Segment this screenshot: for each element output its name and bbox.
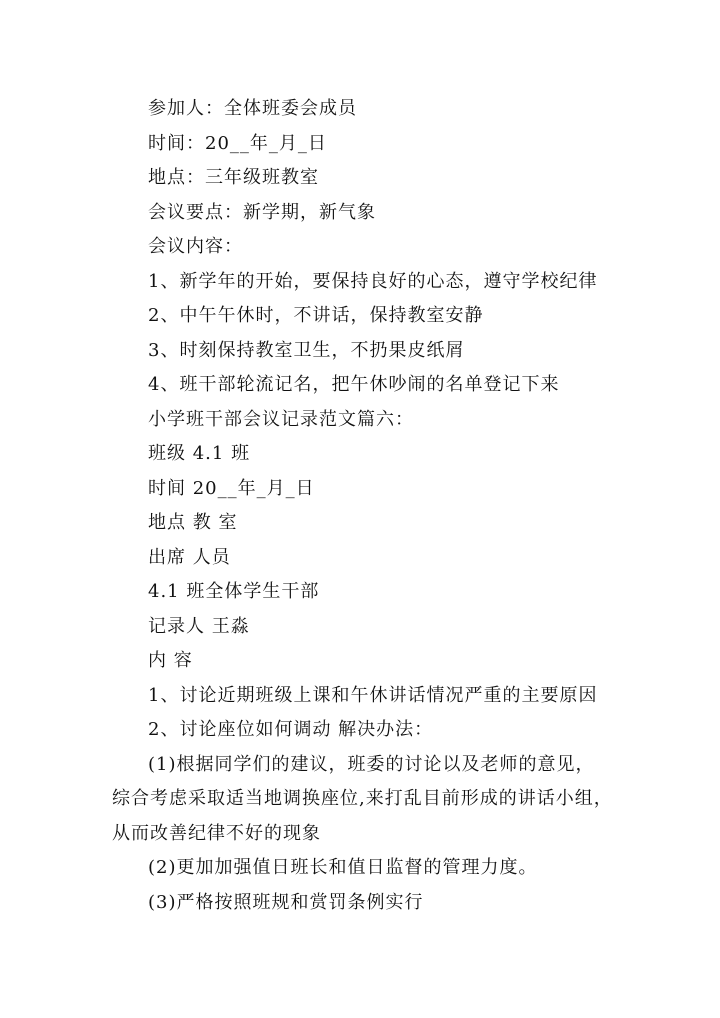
content-item-2: 2、中午午休时，不讲话，保持教室安静 xyxy=(148,305,484,326)
attendance-value: 4.1 班全体学生干部 xyxy=(148,581,320,602)
discussion-item-1: 1、讨论近期班级上课和午休讲话情况严重的主要原因 xyxy=(148,684,598,706)
section-title-6: 小学班干部会议记录范文篇六： xyxy=(148,408,414,430)
meeting-key-points-line: 会议要点：新学期，新气象 xyxy=(148,201,376,223)
attendance-label: 出席 人员 xyxy=(148,546,231,568)
location-line-2: 地点 教 室 xyxy=(148,512,238,533)
content-heading: 内 容 xyxy=(148,650,193,671)
location-line: 地点：三年级班教室 xyxy=(148,167,319,188)
recorder-line: 记录人 王淼 xyxy=(148,615,250,637)
content-item-3: 3、时刻保持教室卫生，不扔果皮纸屑 xyxy=(148,339,465,361)
content-item-4: 4、班干部轮流记名，把午休吵闹的名单登记下来 xyxy=(148,374,560,395)
discussion-item-2: 2、讨论座位如何调动 解决办法： xyxy=(148,719,434,740)
document-body xyxy=(0,92,720,920)
solution-3: (3)严格按照班规和赏罚条例实行 xyxy=(148,891,424,913)
content-item-1: 1、新学年的开始，要保持良好的心态，遵守学校纪律 xyxy=(148,270,598,292)
solution-1-line-1: (1)根据同学们的建议，班委的讨论以及老师的意见， xyxy=(148,753,595,775)
solution-1-line-2: 综合考虑采取适当地调换座位,来打乱目前形成的讲话小组， xyxy=(112,788,613,809)
solution-2: (2)更加加强值日班长和值日监督的管理力度。 xyxy=(148,857,538,878)
meeting-content-heading: 会议内容： xyxy=(148,236,243,257)
class-line: 班级 4.1 班 xyxy=(148,443,251,464)
time-line-2: 时间 20__年_月_日 xyxy=(148,477,315,499)
attendees-line: 参加人：全体班委会成员 xyxy=(148,98,357,119)
solution-1-line-3: 从而改善纪律不好的现象 xyxy=(112,822,321,844)
time-line: 时间：20__年_月_日 xyxy=(148,132,327,154)
